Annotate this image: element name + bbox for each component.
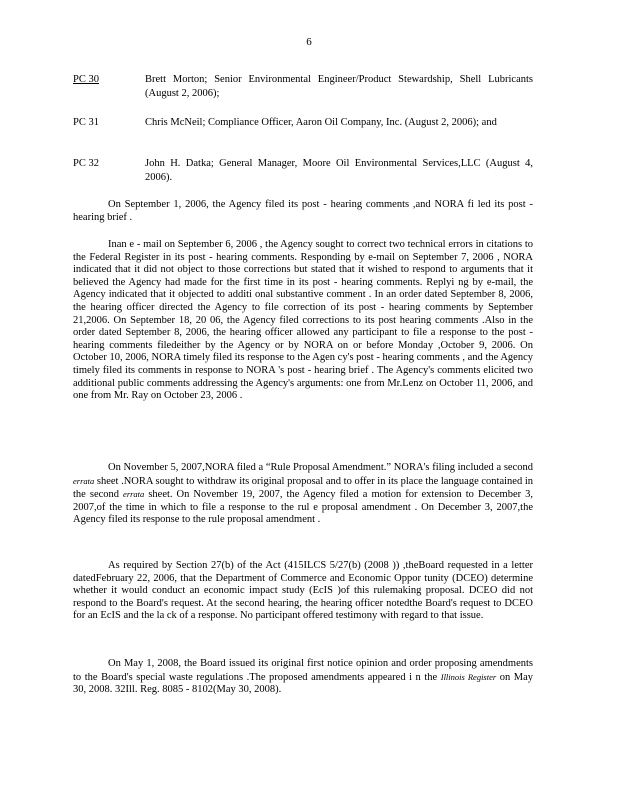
comment-code: PC 30 [73,74,99,85]
public-comment-pc32 [73,157,533,185]
comment-code: PC 31 [73,117,99,128]
paragraph-email-corrections: Inan e - mail on September 6, 2006 , the Agency sought to correct two technical errors in citations to the Federal Register in its post - hearing comments. Responding by e-mail on September 7, 2006 , NORA indicated that it did not object to those corrections but stated that it wished to respond to arguments that it believed the Agency had made for the first time in its post - hearing comments. Replyi ng by e-mail, the Agency indicated that it objected to additi onal substantive comment . In an order dated September 8, 2006, the hearing officer directed the Agency to file correction of its post - hearing comments by September 21,2006. On September 18, 20 06, the Agency filed corrections to its post hearing comments .Also in the order dated September 8, 2006, the hearing officer allowed any participant to file a response to the post - hearing comments filedeither by the Agency or by NORA on or before Monday ,October 9, 2006. On October 10, 2006, NORA timely filed its response to the Agen cy's post - hearing comments , and the Agency timely filed its comments in response to NORA 's post - hearing brief . The Agency's comments elicited two additional public comments addressing the Agency's arguments: one from Mr.Lenz on October 11, 2006, and one from Mr. Ray on October 23, 2006 . [73,239,533,402]
comment-description: Chris McNeil; Compliance Officer, Aaron Oil Company, Inc. (August 2, 2006); and [145,117,497,128]
paragraph-text: On May 1, 2008, the Board issued its original first notice opinion and order proposing amendments to the Board's special waste regulations .The proposed amendments appeared i n the [73,658,533,683]
paragraph-text: sheet. On November 19, 2007, the Agency filed a motion for extension to December 3, 2007,of the time in which to file a response to the rul e proposal amendment . On December 3, 2007,the Agency filed its response to the rule proposal amendment . [73,489,533,526]
paragraph-text: On November 5, 2007,NORA filed a “Rule Proposal Amendment.” NORA's filing included a second [108,462,533,473]
comment-description: Brett Morton; Senior Environmental Engineer/Product Stewardship, Shell Lubricants (August 2, 2006); [145,74,533,99]
public-comment-pc31 [73,116,533,130]
paragraph-text: on May 30, 2008. 32Ill. Reg. 8085 - 8102(May 30, 2008). [73,671,534,696]
page-number: 6 [306,36,312,48]
comment-description: John H. Datka; General Manager, Moore Oil Environmental Services,LLC (August 4, 2006). [145,158,533,183]
paragraph-economic-impact-study: As required by Section 27(b) of the Act (415ILCS 5/27(b) (2008 )) ,theBoard requested in a letter datedFebruary 22, 2006, that the Department of Commerce and Economic Oppor tunity (DCEO) determine whether it would conduct an economic impact study (EcIS )of this rulemaking proposal. DCEO did not respond to the Board's request. At the second hearing, the hearing officer notedthe Board's request to DCEO for an EcIS and the la ck of a response. No participant offered testimony with regard to that issue. [73,560,533,622]
paragraph-first-notice [73,658,533,697]
paragraph-rule-proposal-amendment [73,462,533,527]
paragraph-post-hearing-filings: On September 1, 2006, the Agency filed its post - hearing comments ,and NORA fi led its post - hearing brief . [73,199,533,223]
errata-term: errata [123,489,145,500]
public-comment-pc30 [73,73,533,101]
errata-term: errata [73,475,95,486]
journal-title: Illinois Register [440,671,497,682]
comment-code: PC 32 [73,158,99,169]
paragraph-text: sheet .NORA sought to withdraw its original proposal and to offer in its place the language contained in the second [73,475,533,501]
